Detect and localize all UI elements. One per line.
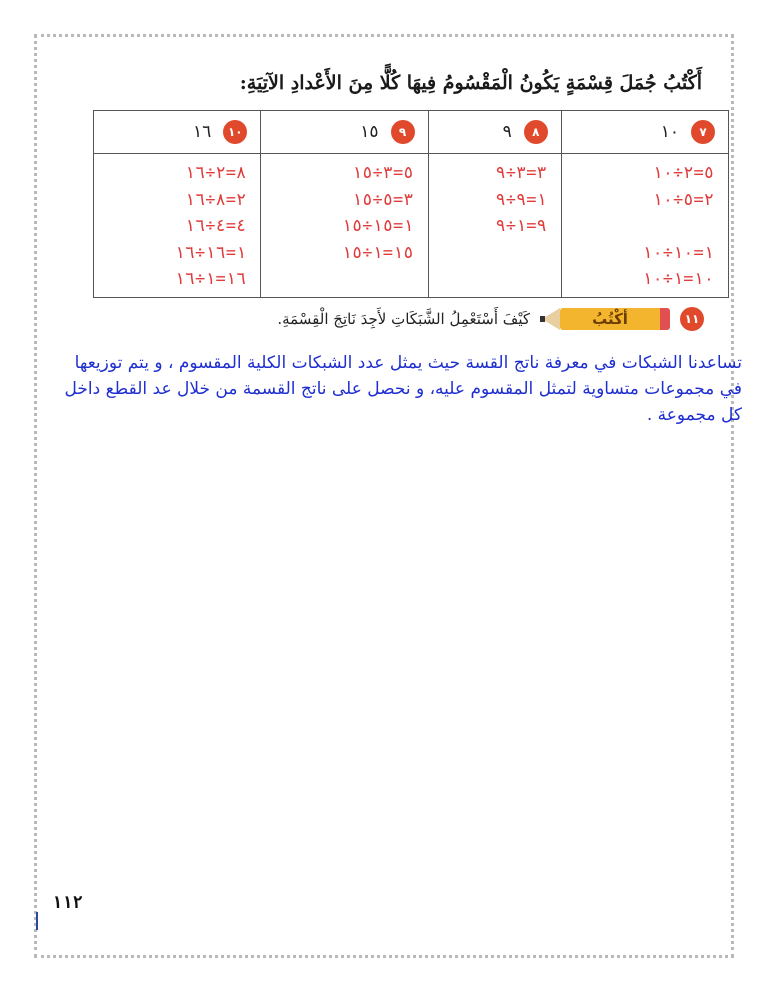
pencil-icon xyxy=(540,308,670,330)
division-equation xyxy=(443,266,547,293)
division-equation: ٨=٢÷١٦ xyxy=(184,163,247,183)
page-number: ١١٢ xyxy=(52,893,83,913)
division-equation: ٥=٣÷١٥ xyxy=(352,163,414,183)
pencil-lead xyxy=(540,316,545,322)
division-equation: ٣=٣÷٩ xyxy=(495,163,547,183)
typed-answer: تساعدنا الشبكات في معرفة ناتج القسة حيث يمثل عدد الشبكات الكلية المقسوم ، و يتم توزيعها في مجموعات متساوية لتمثل المقسوم عليه، و نحصل على ناتج القسمة من خلال عد القطع داخل كل مجموعة . xyxy=(64,353,742,425)
exercise-badge: ٩ xyxy=(391,120,415,144)
division-equation: ١=٩÷٩ xyxy=(495,189,547,210)
exercise-instruction: أَكْتُبُ جُمَلَ قِسْمَةٍ يَكُونُ الْمَقْسُومُ فِيهَا كُلًّا مِنَ الأَعْدادِ الآتِيَةِ: xyxy=(239,72,702,94)
division-equation: ٤=٤÷١٦ xyxy=(184,216,247,236)
write-prompt xyxy=(277,307,704,331)
column-header-16 xyxy=(94,111,261,154)
column-header-15 xyxy=(261,111,428,154)
division-equation: ١=١٠÷١٠ xyxy=(642,242,714,263)
write-question: كَيْفَ أَسْتَعْمِلُ الشَّبَكَاتِ لأَجِدَ نَاتِجَ الْقِسْمَةِ. xyxy=(277,310,530,328)
dividend-number: ٩ xyxy=(502,122,512,142)
division-equation: ٢=٨÷١٦ xyxy=(184,189,247,210)
dividend-number: ١٦ xyxy=(193,122,212,142)
write-label: أكْتُبُ xyxy=(560,308,660,330)
exercise-badge: ٨ xyxy=(524,120,548,144)
equations-cell-9 xyxy=(428,154,561,298)
division-equation: ١٦=١÷١٦ xyxy=(174,269,247,289)
dividend-number: ١٥ xyxy=(360,122,379,142)
division-equation: ٩=١÷٩ xyxy=(495,216,547,236)
division-equation: ١=١٦÷١٦ xyxy=(174,242,247,263)
equations-cell-10 xyxy=(561,154,728,298)
division-table xyxy=(93,110,729,298)
equations-cell-15 xyxy=(261,154,428,298)
exercise-badge: ٧ xyxy=(691,120,715,144)
division-equation: ٥=٢÷١٠ xyxy=(652,163,714,183)
division-equation: ١٥=١÷١٥ xyxy=(341,242,414,263)
column-header-9 xyxy=(428,111,561,154)
division-equation xyxy=(443,240,547,267)
division-equation xyxy=(275,266,413,293)
equations-cell-16 xyxy=(94,154,261,298)
division-equation: ١=١٥÷١٥ xyxy=(341,216,414,236)
division-equation: ٣=٥÷١٥ xyxy=(352,189,414,210)
exercise-badge: ١١ xyxy=(680,307,704,331)
division-equation: ٢=٥÷١٠ xyxy=(652,189,714,210)
division-equation: ١٠=١÷١٠ xyxy=(642,269,714,289)
division-equation xyxy=(576,213,714,240)
pencil-eraser xyxy=(660,308,670,330)
column-header-10 xyxy=(561,111,728,154)
dividend-number: ١٠ xyxy=(660,122,679,142)
margin-mark xyxy=(36,912,38,930)
exercise-badge: ١٠ xyxy=(223,120,247,144)
